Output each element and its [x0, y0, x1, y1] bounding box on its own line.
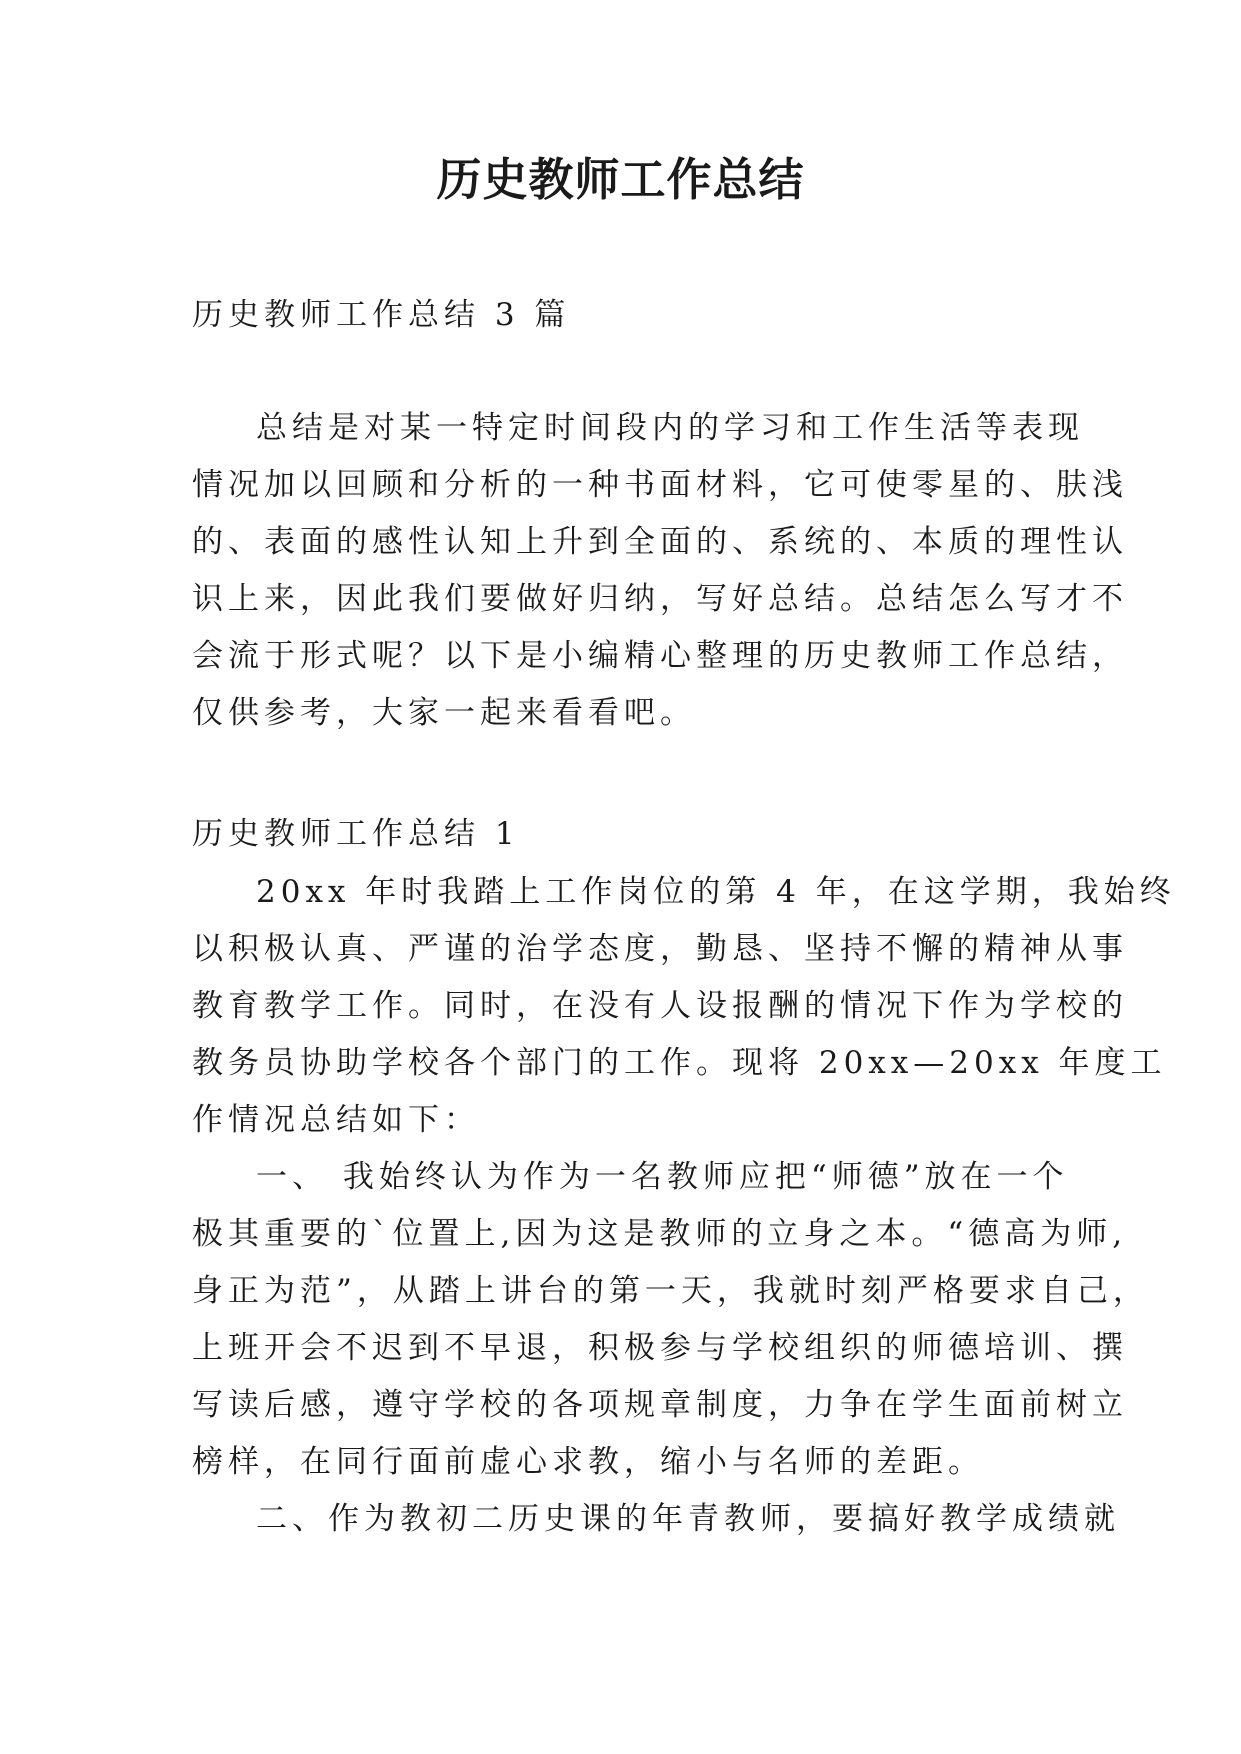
section-body	[192, 864, 1176, 1548]
intro-line: 的、表面的感性认知上升到全面的、系统的、本质的理性认	[192, 524, 1128, 560]
body-line: 教育教学工作。同时，在没有人设报酬的情况下作为学校的	[192, 988, 1128, 1024]
body-line: 教务员协助学校各个部门的工作。现将 20xx—20xx 年度工	[192, 1045, 1167, 1081]
body-line: 写读后感，遵守学校的各项规章制度，力争在学生面前树立	[192, 1387, 1128, 1423]
intro-line: 情况加以回顾和分析的一种书面材料，它可使零星的、肤浅	[192, 467, 1128, 503]
body-line: 以积极认真、严谨的治学态度，勤恳、坚持不懈的精神从事	[192, 931, 1128, 967]
intro-line: 识上来，因此我们要做好归纳，写好总结。总结怎么写才不	[192, 581, 1128, 617]
body-line: 榜样，在同行面前虚心求教，缩小与名师的差距。	[192, 1444, 984, 1480]
section-heading-line: 历史教师工作总结 1	[192, 816, 520, 852]
document-title: 历史教师工作总结	[436, 153, 805, 206]
subtitle-line: 历史教师工作总结 3 篇	[192, 297, 571, 333]
intro-paragraph	[192, 400, 1128, 742]
intro-line: 总结是对某一特定时间段内的学习和工作生活等表现	[256, 410, 1084, 446]
body-line: 极其重要的`位置上,因为这是教师的立身之本。“德高为师,	[192, 1216, 1128, 1252]
body-line: 作情况总结如下：	[192, 1102, 480, 1138]
body-line: 二、作为教初二历史课的年青教师，要搞好教学成绩就	[256, 1501, 1120, 1537]
body-line: 20xx 年时我踏上工作岗位的第 4 年，在这学期，我始终	[256, 874, 1176, 910]
body-line: 上班开会不迟到不早退，积极参与学校组织的师德培训、撰	[192, 1330, 1128, 1366]
section-heading	[192, 806, 1052, 863]
body-line: 身正为范”，从踏上讲台的第一天，我就时刻严格要求自己，	[192, 1273, 1149, 1309]
intro-line: 会流于形式呢？以下是小编精心整理的历史教师工作总结，	[192, 638, 1128, 674]
intro-line: 仅供参考，大家一起来看看吧。	[192, 695, 696, 731]
document-subtitle	[192, 287, 1052, 344]
body-line: 一、 我始终认为作为一名教师应把“师德”放在一个	[256, 1159, 1069, 1195]
